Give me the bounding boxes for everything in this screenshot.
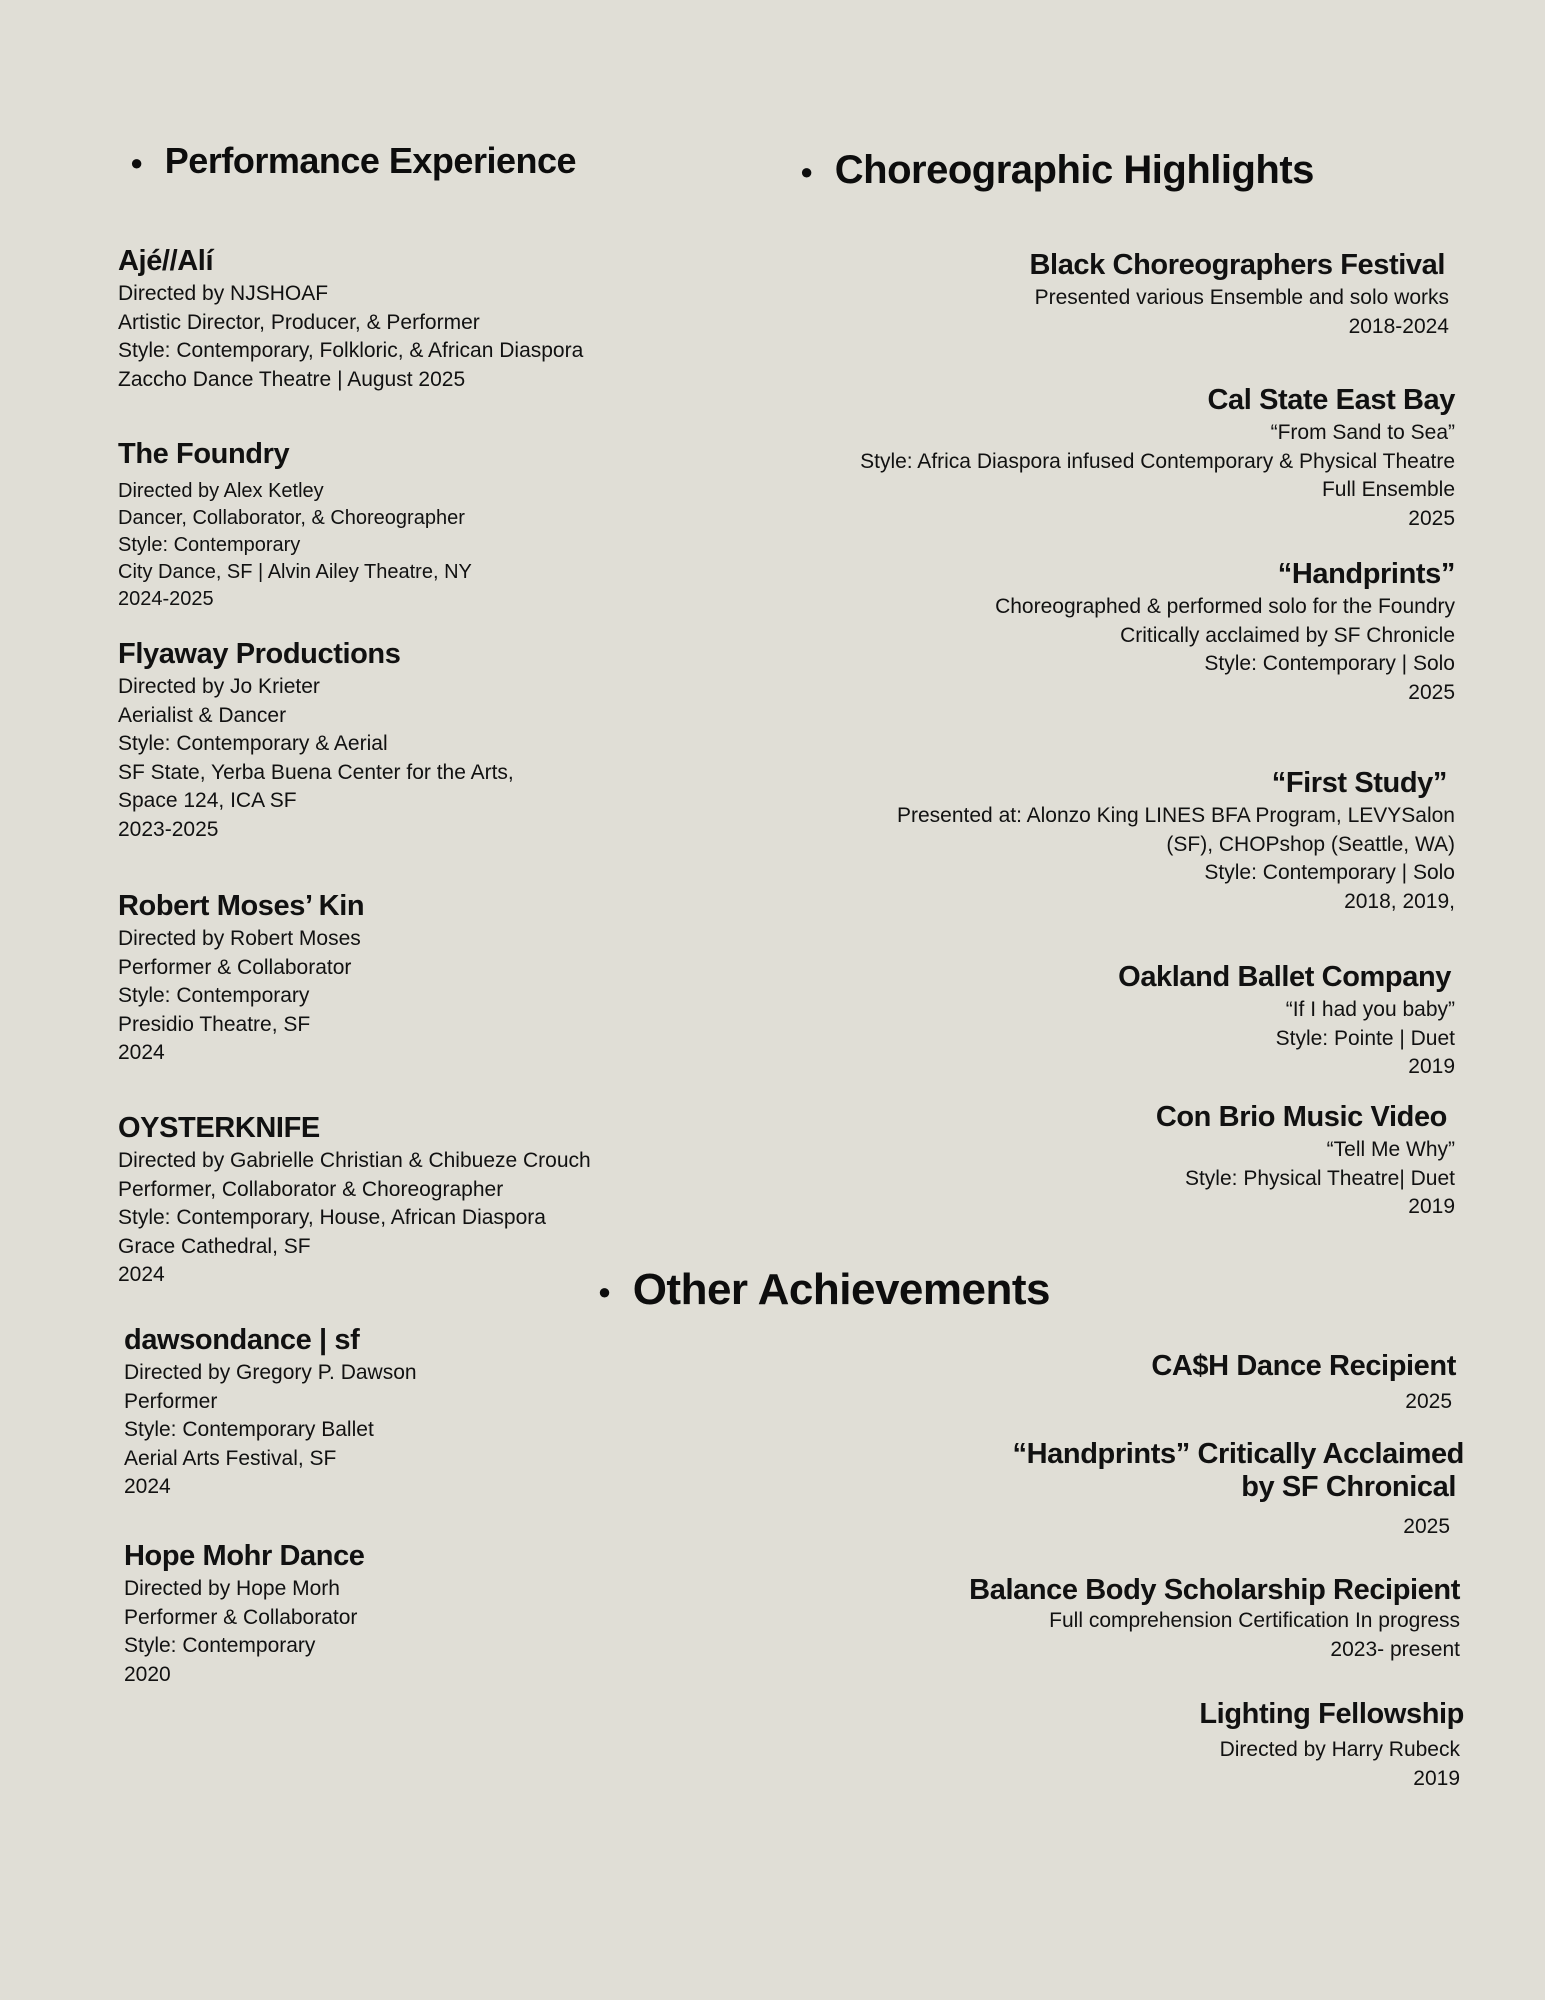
entry-line: 2023-2025 xyxy=(118,817,219,841)
entry-line: Style: Africa Diaspora infused Contemporary & Physical Theatre xyxy=(860,449,1455,473)
entry-line: Grace Cathedral, SF xyxy=(118,1234,311,1258)
entry-line: 2018, 2019, xyxy=(1344,889,1455,913)
other-achievements-heading: ● Other Achievements xyxy=(597,1265,1050,1314)
entry-line: Artistic Director, Producer, & Performer xyxy=(118,310,480,334)
choreographic-entry xyxy=(1030,247,1450,341)
entry-title: “First Study” xyxy=(1271,767,1447,799)
entry-title: Con Brio Music Video xyxy=(1155,1101,1447,1133)
performance-entry xyxy=(118,636,514,844)
entry-line: Choreographed & performed solo for the Foundry xyxy=(995,595,1455,618)
entry-line: Zaccho Dance Theatre | August 2025 xyxy=(118,367,466,391)
entry-title: “Handprints” Critically Acclaimed xyxy=(1012,1438,1464,1470)
entry-line: (SF), CHOPshop (Seattle, WA) xyxy=(1166,832,1455,856)
entry-title: CA$H Dance Recipient xyxy=(1151,1350,1456,1382)
entry-line: 2025 xyxy=(1403,1515,1450,1538)
entry-line: Style: Contemporary & Aerial xyxy=(118,732,388,755)
entry-line: Performer, Collaborator & Choreographer xyxy=(118,1177,504,1201)
entry-line: “If I had you baby” xyxy=(1285,998,1455,1021)
entry-line: Presented at: Alonzo King LINES BFA Program, LEVYSalon xyxy=(897,804,1455,827)
entry-line: Aerial Arts Festival, SF xyxy=(124,1446,337,1470)
entry-line: Performer xyxy=(124,1389,218,1413)
entry-line: 2024-2025 xyxy=(118,588,214,610)
entry-line: 2025 xyxy=(1405,1390,1452,1413)
achievement-entry xyxy=(1013,1438,1464,1542)
entry-line: Style: Contemporary Ballet xyxy=(124,1418,374,1441)
bullet-icon: ● xyxy=(130,150,143,176)
performance-entry xyxy=(118,1110,591,1290)
entry-line: Full Ensemble xyxy=(1321,478,1455,501)
entry-title: Ajé//Alí xyxy=(118,245,214,277)
entry-line: 2024 xyxy=(118,1041,165,1064)
bullet-icon: ● xyxy=(800,159,813,185)
choreographic-entry xyxy=(995,556,1455,707)
achievement-entry xyxy=(1199,1696,1464,1793)
entry-line: Style: Contemporary | Solo xyxy=(1204,861,1455,884)
entry-line: Style: Pointe | Duet xyxy=(1275,1026,1455,1050)
entry-line: Directed by Gregory P. Dawson xyxy=(124,1361,417,1384)
entry-line: Style: Contemporary, Folkloric, & African Diaspora xyxy=(118,339,584,362)
entry-line: Directed by Alex Ketley xyxy=(118,480,324,502)
entry-line: 2019 xyxy=(1408,1055,1455,1078)
entry-line: Style: Contemporary xyxy=(124,1634,316,1657)
entry-title: Black Choreographers Festival xyxy=(1029,249,1445,281)
achievement-entry xyxy=(969,1574,1460,1664)
entry-line: Dancer, Collaborator, & Choreographer xyxy=(118,507,465,529)
entry-line: Full comprehension Certification In progress xyxy=(1049,1609,1460,1632)
performance-entry xyxy=(118,243,583,394)
entry-title: Flyaway Productions xyxy=(118,638,401,670)
entry-line: 2025 xyxy=(1408,506,1455,530)
entry-line: Style: Contemporary xyxy=(118,984,310,1007)
entry-line: 2019 xyxy=(1413,1766,1460,1790)
performance-entry xyxy=(124,1538,365,1689)
entry-line: Performer & Collaborator xyxy=(118,955,352,979)
entry-line: Directed by Robert Moses xyxy=(118,927,361,950)
entry-title: Cal State East Bay xyxy=(1207,384,1455,416)
entry-line: Style: Physical Theatre| Duet xyxy=(1184,1166,1455,1190)
choreographic-highlights-heading: ● Choreographic Highlights xyxy=(800,148,1314,192)
entry-line: 2020 xyxy=(124,1662,171,1686)
entry-line: Style: Contemporary | Solo xyxy=(1204,652,1455,675)
entry-line: Space 124, ICA SF xyxy=(118,789,297,812)
choreographic-entry xyxy=(1118,959,1455,1082)
entry-line: Aerialist & Dancer xyxy=(118,703,287,727)
entry-title: Balance Body Scholarship Recipient xyxy=(969,1574,1460,1606)
entry-title: by SF Chronical xyxy=(1241,1471,1456,1503)
entry-line: Directed by Harry Rubeck xyxy=(1219,1738,1460,1761)
entry-line: 2024 xyxy=(124,1475,171,1498)
bullet-icon: ● xyxy=(597,1279,611,1305)
entry-line: SF State, Yerba Buena Center for the Arts, xyxy=(118,760,514,784)
entry-title: Robert Moses’ Kin xyxy=(118,890,365,922)
entry-title: dawsondance | sf xyxy=(124,1324,360,1356)
entry-title: Hope Mohr Dance xyxy=(124,1540,365,1572)
entry-line: Style: Contemporary, House, African Diaspora xyxy=(118,1206,546,1229)
entry-title: Lighting Fellowship xyxy=(1199,1698,1464,1730)
entry-line: Presented various Ensemble and solo works xyxy=(1034,286,1449,309)
entry-title: The Foundry xyxy=(118,438,290,470)
choreographic-entry xyxy=(897,765,1455,916)
entry-line: 2024 xyxy=(118,1263,165,1286)
entry-line: 2023- present xyxy=(1330,1637,1460,1661)
entry-line: Directed by Hope Morh xyxy=(124,1577,340,1600)
entry-line: Directed by Gabrielle Christian & Chibueze Crouch xyxy=(118,1149,591,1172)
entry-title: OYSTERKNIFE xyxy=(118,1112,320,1144)
entry-line: 2025 xyxy=(1408,680,1455,704)
entry-title: “Handprints” xyxy=(1277,558,1455,590)
entry-line: Performer & Collaborator xyxy=(124,1605,358,1629)
choreographic-entry xyxy=(1156,1099,1455,1222)
entry-line: Directed by NJSHOAF xyxy=(118,282,329,305)
entry-line: 2019 xyxy=(1408,1195,1455,1218)
entry-line: Critically acclaimed by SF Chronicle xyxy=(1120,623,1455,647)
entry-line: Directed by Jo Krieter xyxy=(118,675,320,698)
entry-line: 2018-2024 xyxy=(1348,314,1449,338)
performance-entry xyxy=(118,436,472,613)
entry-line: Style: Contemporary xyxy=(118,534,301,556)
entry-title: Oakland Ballet Company xyxy=(1118,961,1451,993)
entry-line: Presidio Theatre, SF xyxy=(118,1012,311,1036)
performance-experience-heading: ● Performance Experience xyxy=(130,140,577,181)
performance-entry xyxy=(124,1322,417,1502)
performance-entry xyxy=(118,888,364,1068)
entry-line: “Tell Me Why” xyxy=(1326,1138,1455,1161)
entry-line: “From Sand to Sea” xyxy=(1270,421,1455,444)
achievement-entry xyxy=(1151,1348,1456,1417)
choreographic-entry xyxy=(860,382,1455,533)
entry-line: City Dance, SF | Alvin Ailey Theatre, NY xyxy=(118,561,472,583)
